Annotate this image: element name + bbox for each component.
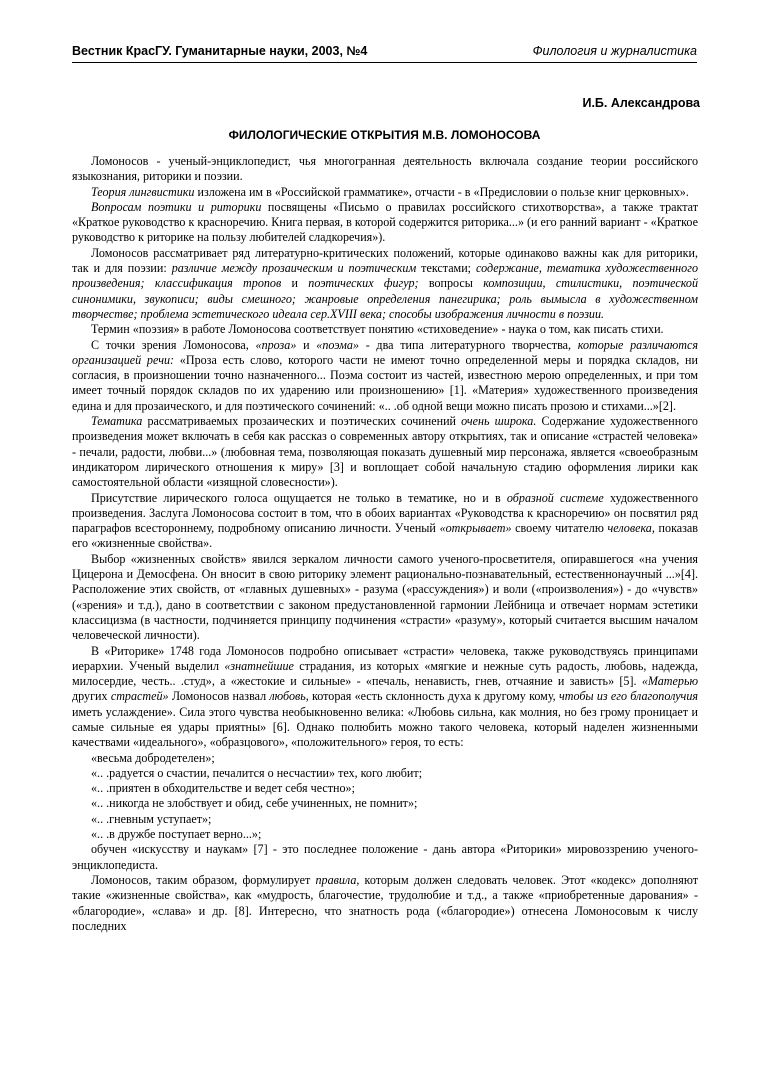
paragraph: Выбор «жизненных свойств» явился зеркалом личности самого ученого-просветителя, опиравшегося «на учения Цицерона и Демосфена. Он вносит в свою риторику элемент рационально-познавательный, естественнонаучный ...»[4]. Расположение этих свойств, от «главных душевных» - разума («рассуждения») и воли («произволения») - до «чувств» («зрения» и т.д.), дано в соответствии с законом предустановленной гармонии Лейбница и отвечает нормам эстетики классицизма (в частности, подчиняется принципу подчинения «страсти» «разуму», который считается высшим началом человеческой личности). bbox=[72, 551, 698, 643]
emphasis: композиции, стилистики, поэтической синонимики, звукописи; виды смешного; жанровые определения панегирика; роль вымысла в художественном творчестве; проблема эстетического идеала сер.XVIII века; способы изображения личности в поэзии. bbox=[72, 276, 699, 321]
emphasis: страстей» bbox=[110, 689, 169, 704]
paragraph: В «Риторике» 1748 года Ломоносов подробно описывает «страсти» человека, также руководствуясь принципами иерархии. Ученый выделил «знатнейшие страдания, из которых «мягкие и нежные суть радость, любовь, надежда, милосердие, честь.. .студ», а «жестокие и сильные» - «печаль, ненависть, гнев, отчаяние и зависть» [5]. «Матерью других страстей» Ломоносов назвал любовь, которая «есть склонность духа к другому кому, чтобы из его благополучия иметь услаждение». Сила этого чувства необыкновенно велика: «Любовь сильна, как молния, но без грому проницает и самые сильные ея удары приятны» [6]. Однако полюбить можно такого человека, который наделен жизненными качествами «идеального», «образцового», «положительного» героя, то есть: bbox=[72, 643, 698, 750]
author-name: И.Б. Александрова bbox=[582, 96, 700, 110]
article-body bbox=[72, 154, 698, 934]
paragraph: Вопросам поэтики и риторики посвящены «Письмо о правилах российского стихотворства», а также трактат «Краткое руководство к красноречию. Книга первая, в которой содержится риторика...» (и его ранний вариант - «Краткое руководство к риторике на пользу любителей сладкоречия»). bbox=[72, 199, 698, 245]
emphasis: «поэма» bbox=[316, 337, 359, 352]
quote-line: «.. .радуется о счастии, печалится о несчастии» тех, кого любит; bbox=[91, 765, 423, 780]
emphasis: Вопросам поэтики и риторики bbox=[91, 199, 262, 214]
section-name: Филология и журналистика bbox=[532, 44, 697, 58]
paragraph: обучен «искусству и наукам» [7] - это последнее положение - дань автора «Риторики» мировоззрению ученого-энциклопедиста. bbox=[72, 842, 698, 872]
paragraph: Теория лингвистики изложена им в «Российской грамматике», отчасти - в «Предисловии о пользе книг церковных». bbox=[91, 184, 689, 199]
quote-line: «.. .приятен в обходительстве и ведет себя честно»; bbox=[91, 781, 355, 796]
emphasis: Тематика bbox=[91, 414, 143, 429]
paragraph: Присутствие лирического голоса ощущается не только в тематике, но и в образной системе художественного произведения. Заслуга Ломоносова состоит в том, что в обоих вариантах «Руководства к красноречию» он посвятил ряд параграфов всестороннему, подробному описанию личности. Ученый «открывает» своему читателю человека, показав его «жизненные свойства». bbox=[72, 490, 698, 551]
emphasis: «открывает» bbox=[439, 521, 512, 536]
quote-line: «весьма добродетелен»; bbox=[91, 750, 215, 765]
emphasis: правила, bbox=[315, 872, 360, 887]
quote-line: «.. .гневным уступает»; bbox=[91, 811, 212, 826]
quote-line: «.. .в дружбе поступает верно...»; bbox=[91, 827, 262, 842]
emphasis: образной системе bbox=[506, 490, 604, 505]
emphasis: «Матерью bbox=[641, 674, 698, 689]
emphasis: Теория лингвистики bbox=[91, 184, 195, 199]
emphasis: различие между прозаическим и поэтическим bbox=[171, 261, 417, 276]
paragraph: Ломоносов рассматривает ряд литературно-критических положений, которые одинаково важны как для риторики, так и для поэзии: различие между прозаическим и поэтическим текстами; содержание, тематика художественного произведения; классификация тропов и поэтических фигур; вопросы композиции, стилистики, поэтической синонимики, звукописи; виды смешного; жанровые определения панегирика; роль вымысла в художественном творчестве; проблема эстетического идеала сер.XVIII века; способы изображения личности в поэзии. bbox=[72, 245, 699, 321]
emphasis: содержание, тематика художественного произведения; классификация тропов bbox=[72, 261, 698, 291]
header-divider bbox=[72, 62, 697, 63]
paragraph: Ломоносов, таким образом, формулирует правила, которым должен следовать человек. Этот «кодекс» дополняют такие «жизненные свойства», как «мудрость, благочестие, трудолюбие и т.д., а также «приобретенные дарования» - «благородие», «слава» и др. [8]. Интересно, что знатность рода («благородие») отнесена Ломоносовым к числу последних bbox=[72, 872, 698, 933]
paragraph: Термин «поэзия» в работе Ломоносова соответствует понятию «стиховедение» - наука о том, как писать стихи. bbox=[91, 322, 664, 337]
paragraph: Ломоносов - ученый-энциклопедист, чья многогранная деятельность включала создание теории российского языкознания, риторики и поэзии. bbox=[72, 154, 698, 184]
emphasis: человека, bbox=[607, 521, 655, 536]
quote-line: «.. .никогда не злобствует и обид, себе учиненных, не помнит»; bbox=[91, 796, 418, 811]
running-header bbox=[72, 44, 697, 64]
emphasis: которые различаются организацией речи: bbox=[72, 337, 698, 367]
emphasis: «проза» bbox=[255, 337, 297, 352]
article-title: ФИЛОЛОГИЧЕСКИЕ ОТКРЫТИЯ М.В. ЛОМОНОСОВА bbox=[228, 128, 541, 142]
emphasis: очень широка. bbox=[461, 414, 537, 429]
paragraph: Тематика рассматриваемых прозаических и поэтических сочинений очень широка. Содержание художественного произведения может включать в себя как рассказ о современных автору открытиях, так и описание «страстей человека» - печали, радости, любви...» (любовная тема, позволяющая показать душевный мир персонажа, является «своеобразным индикатором лирического отношения к миру» [3] и воплощает собой начальную стадию оформления лирики как самостоятельной области «изящной словесности»). bbox=[72, 414, 698, 490]
emphasis: любовь, bbox=[269, 689, 309, 704]
emphasis: «знатнейшие bbox=[224, 658, 294, 673]
paragraph: С точки зрения Ломоносова, «проза» и «поэма» - два типа литературного творчества, которые различаются организацией речи: «Проза есть слово, которого части не имеют точно определенной меры и порядка складов, ни согласия, в произношении точно назначенного... Поэма состоит из частей, известною мерою определенных, и при том имеет точный порядок складов по их ударению или произношению» [1]. «Материя» художественного произведения едина и для прозаического, и для поэтического сочинений: «.. .об одной вещи можно писать прозою и стихами...»[2]. bbox=[72, 337, 698, 413]
emphasis: чтобы из его благополучия bbox=[558, 689, 698, 704]
journal-name: Вестник КрасГУ. Гуманитарные науки, 2003, №4 bbox=[72, 44, 368, 58]
emphasis: поэтических фигур; bbox=[308, 276, 419, 291]
